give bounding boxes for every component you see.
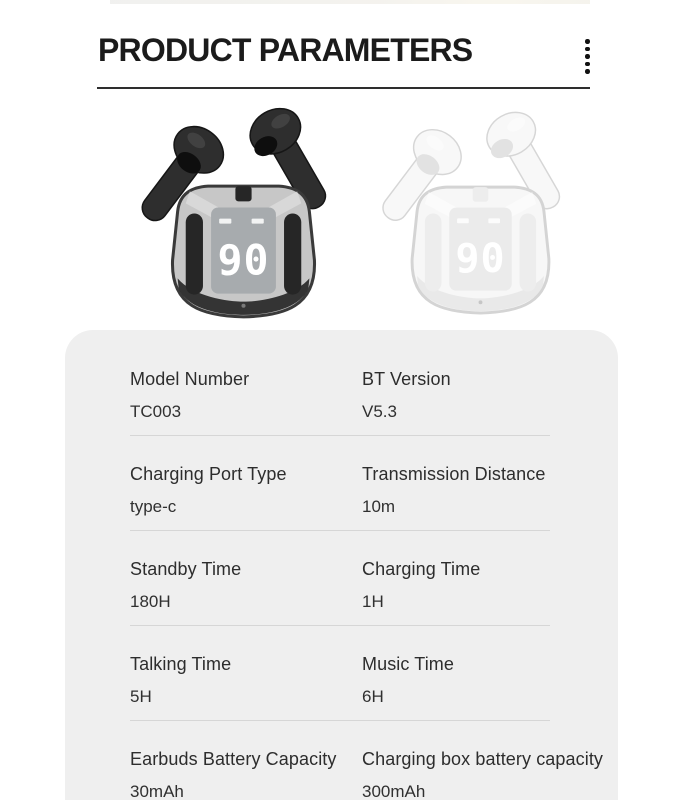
spec-cell <box>362 368 618 422</box>
spec-cell <box>130 653 362 707</box>
charging-case <box>172 186 314 317</box>
spec-label: Earbuds Battery Capacity <box>130 749 337 769</box>
spec-value: type-c <box>130 497 177 516</box>
spec-value: V5.3 <box>362 402 397 421</box>
charging-case <box>412 187 549 313</box>
dot <box>585 62 590 67</box>
spec-value: 6H <box>362 687 384 706</box>
spec-label: Model Number <box>130 369 250 389</box>
spec-value: TC003 <box>130 402 182 421</box>
row-divider <box>130 530 550 531</box>
spec-row <box>130 558 618 612</box>
spec-label: Charging Port Type <box>130 464 287 484</box>
spec-value: 1H <box>362 592 384 611</box>
battery-display <box>449 208 511 291</box>
spec-cell <box>130 463 362 517</box>
spec-label: BT Version <box>362 369 451 389</box>
header-divider-rule <box>97 87 590 89</box>
spec-label: Charging box battery capacity <box>362 749 604 769</box>
spec-value: 10m <box>362 497 396 516</box>
spec-cell <box>130 748 362 800</box>
spec-cell <box>130 558 362 612</box>
battery-display <box>211 207 276 293</box>
dot <box>585 39 590 44</box>
dot <box>585 54 590 59</box>
spec-cell <box>362 748 618 800</box>
vertical-dots-icon[interactable] <box>583 37 592 76</box>
spec-card <box>65 330 618 800</box>
product-photo-black-earbuds <box>136 98 351 326</box>
page-title: PRODUCT PARAMETERS <box>98 32 473 68</box>
spec-label: Standby Time <box>130 559 242 579</box>
spec-cell <box>362 653 618 707</box>
spec-label: Charging Time <box>362 559 481 579</box>
spec-row <box>130 748 618 800</box>
spec-cell <box>362 558 618 612</box>
spec-cell <box>130 368 362 422</box>
spec-label: Transmission Distance <box>362 464 546 484</box>
product-photo-white-earbuds <box>378 100 583 324</box>
dot <box>585 47 590 52</box>
row-divider <box>130 625 550 626</box>
dot <box>585 69 590 74</box>
spec-label: Music Time <box>362 654 455 674</box>
spec-value: 5H <box>130 687 152 706</box>
row-divider <box>130 720 550 721</box>
earbuds-illustration <box>136 98 351 326</box>
battery-display-value: 90 <box>217 235 270 285</box>
row-divider <box>130 435 550 436</box>
spec-label: Talking Time <box>130 654 232 674</box>
spec-cell <box>362 463 618 517</box>
spec-row <box>130 463 618 517</box>
spec-row <box>130 368 618 422</box>
earbuds-illustration <box>378 100 583 324</box>
battery-display-value: 90 <box>455 236 506 283</box>
spec-row <box>130 653 618 707</box>
spec-value: 180H <box>130 592 171 611</box>
spec-value: 30mAh <box>130 782 184 800</box>
top-image-edge-strip <box>110 0 590 4</box>
spec-value: 300mAh <box>362 782 426 800</box>
